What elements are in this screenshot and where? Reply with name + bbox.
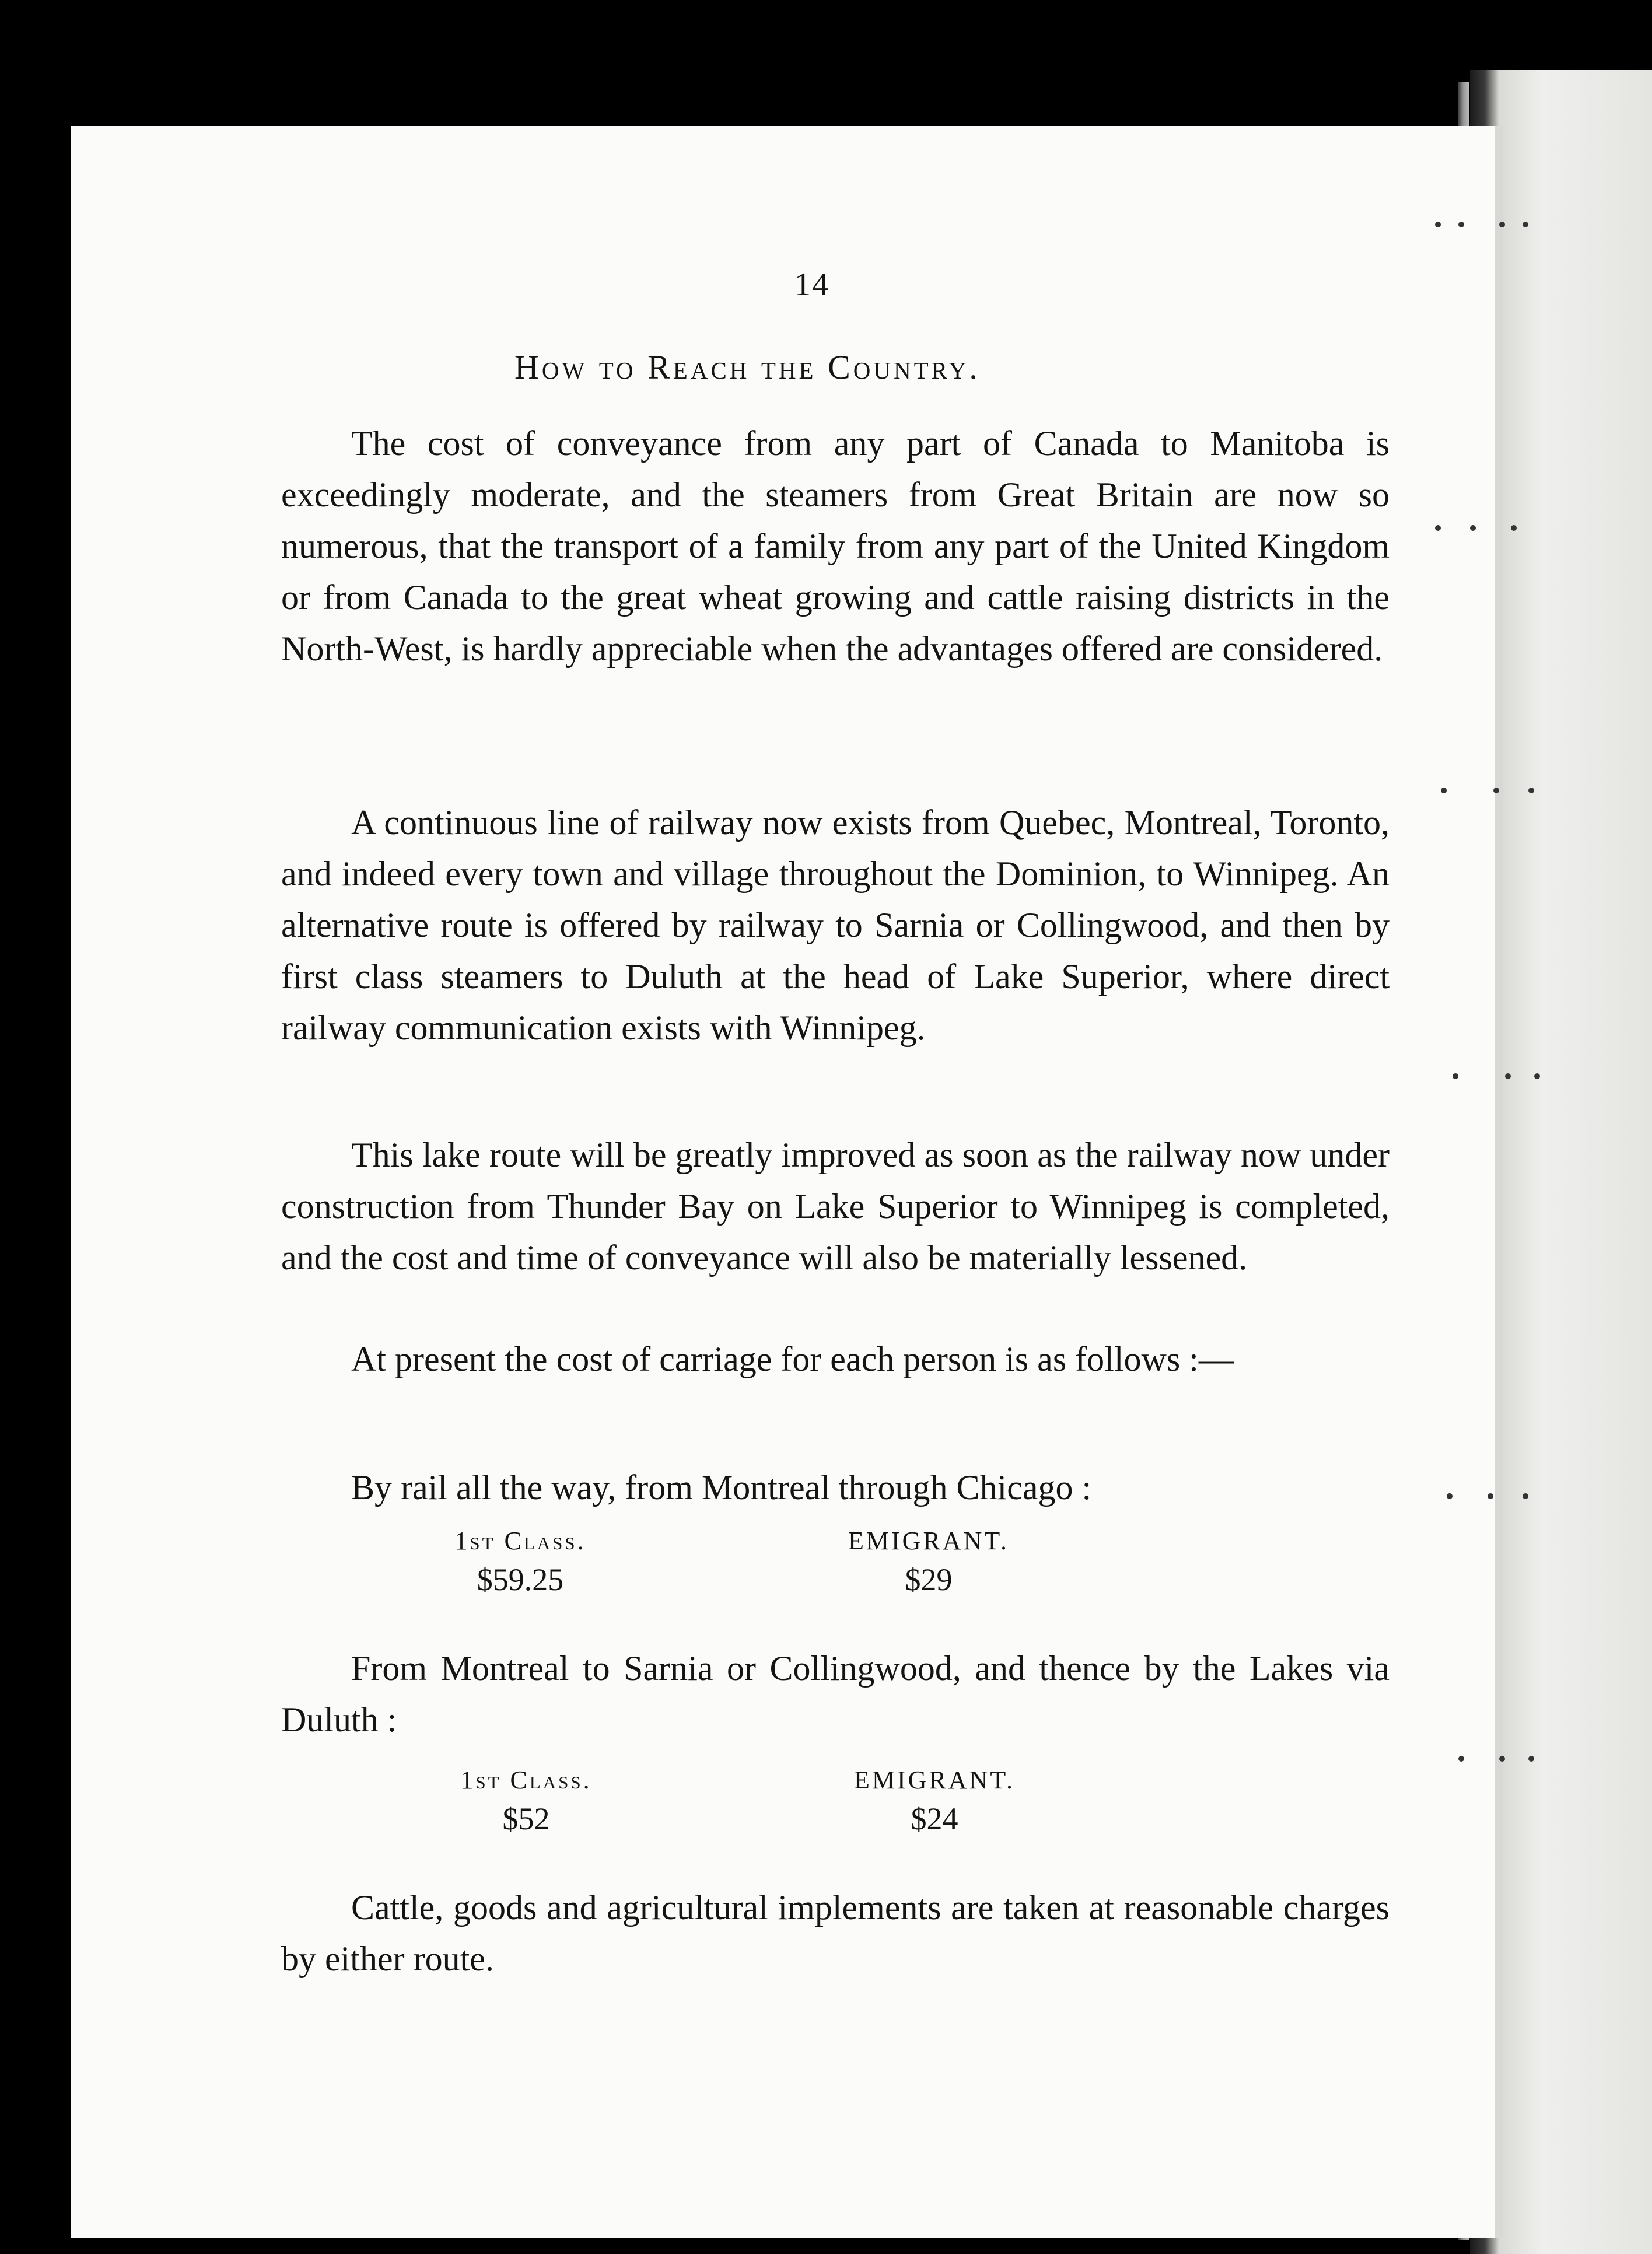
fare-value: $29 (905, 1562, 953, 1597)
binding-marks (1423, 1493, 1563, 1505)
binding-marks (1423, 788, 1563, 799)
paragraph-lake-route: This lake route will be greatly improved as soon as the railway now under construction from Thunder Bay on Lake Superior to Winnipeg is completed, and the cost and time of conveyance will also be materially lessened. (281, 1136, 1390, 1277)
fare-table-lakes (404, 1765, 1220, 1853)
binding-marks (1423, 222, 1563, 233)
binding-marks (1423, 1756, 1563, 1768)
paragraph-cost-of-conveyance: The cost of conveyance from any part of Canada to Manitoba is exceedingly moderate, and the steamers from Great Britain are now so numerous, that the transport of a family from any part of the United Kingdom or from Canada to the great wheat growing and cattle raising districts in the North-West, is hardly appreciable when the advantages offered are considered. (281, 424, 1390, 668)
fare-value: $52 (502, 1801, 550, 1836)
paragraph-rail-route: By rail all the way, from Montreal through Chicago : (351, 1468, 1092, 1507)
paragraph-present-cost: At present the cost of carriage for each person is as follows :— (351, 1340, 1234, 1378)
paragraph-railway-line: A continuous line of railway now exists from Quebec, Montreal, Toronto, and indeed every town and village throughout the Dominion, to Winnipeg. An alternative route is offered by railway to Sarnia or Collingwood, and then by first class steamers to Duluth at the head of Lake Superior, where direct railway communication exists with Winnipeg. (281, 803, 1390, 1047)
page-number: 14 (794, 267, 830, 303)
binding-marks (1423, 1073, 1563, 1085)
fare-first-class (404, 1765, 649, 1837)
paragraph-lake-duluth-route: From Montreal to Sarnia or Collingwood, and thence by the Lakes via Duluth : (281, 1649, 1390, 1739)
fare-table-rail (398, 1526, 1214, 1614)
binding-marks (1423, 525, 1563, 537)
fare-label: 1st Class. (460, 1766, 592, 1794)
fare-value: $59.25 (477, 1562, 564, 1597)
fare-value: $24 (911, 1801, 958, 1836)
fare-emigrant (812, 1765, 1057, 1837)
fare-first-class (398, 1526, 643, 1598)
paragraph-cattle-goods: Cattle, goods and agricultural implements are taken at reasonable charges by either route. (281, 1888, 1390, 1978)
document-page (71, 126, 1503, 2238)
fare-label: EMIGRANT. (848, 1527, 1009, 1555)
fare-emigrant (806, 1526, 1051, 1598)
section-heading: How to Reach the Country. (514, 348, 981, 386)
fare-label: 1st Class. (454, 1527, 586, 1555)
fare-label: EMIGRANT. (854, 1766, 1015, 1794)
